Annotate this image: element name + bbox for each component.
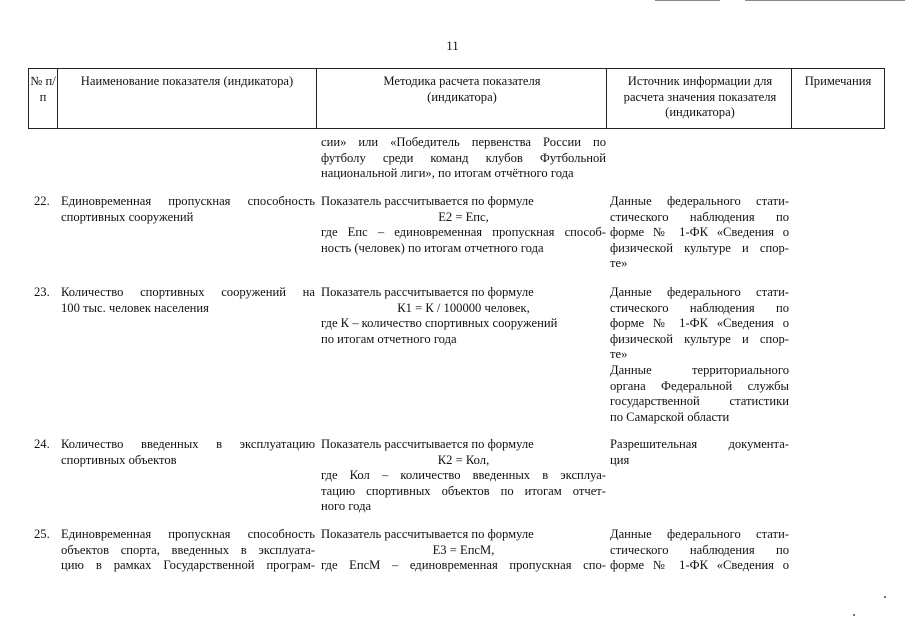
formula: К2 = Кол, [437, 452, 490, 467]
continuation-text [321, 135, 606, 182]
row-number: 25. [34, 527, 50, 541]
indicator-name: Количество введенных в эксплуатацию спортивных объектов [61, 437, 315, 467]
method-text: Показатель рассчитывается по формуле К1 = К / 100000 человек, где К – количество спортивных сооружений по итогам отчетного года [321, 285, 606, 347]
scan-speck [884, 596, 886, 598]
source-text: Данные федерального стати- стического наблюдения по форме № 1-ФК «Сведения о физической культуре и спор- те» Данные территориального органа Федеральной службы государственной статистики по Самарской области [610, 285, 789, 424]
scan-edge-line [745, 0, 905, 1]
page-number: 11 [446, 38, 459, 53]
method-text: Показатель рассчитывается по формуле К2 = Кол, где Кол – количество введенных в эксплуа- тацию спортивных объектов по итогам отчет- ного года [321, 437, 606, 514]
formula: Е3 = ЕпсМ, [432, 542, 495, 557]
source-text: Данные федерального стати- стического наблюдения по форме № 1-ФК «Сведения о физической культуре и спор- те» [610, 194, 789, 271]
scan-edge-line [655, 0, 720, 1]
source-text: Данные федерального стати- стического наблюдения по форме № 1-ФК «Сведения о [610, 527, 789, 573]
header-num: № п/п [30, 74, 56, 104]
indicator-name: Единовременная пропускная способность объектов спорта, введенных в эксплуата- цию в рамках Государственной програм- [61, 527, 315, 573]
formula: Е2 = Епс, [438, 209, 489, 224]
continuation-line: сии» или «Победитель первенства России по [321, 135, 606, 149]
source-text: Разрешительная документа- ция [610, 437, 789, 467]
method-text: Показатель рассчитывается по формуле Е3 = ЕпсМ, где ЕпсМ – единовременная пропускная спо- [321, 527, 606, 573]
header-method: Методика расчета показателя (индикатора) [383, 74, 541, 104]
header-name: Наименование показателя (индикатора) [80, 74, 294, 88]
row-number: 22. [34, 194, 50, 208]
row-number: 24. [34, 437, 50, 451]
continuation-line: футболу среди команд клубов Футбольной [321, 150, 606, 165]
header-notes: Примечания [804, 74, 872, 88]
row-number: 23. [34, 285, 50, 299]
header-source: Источник информации для расчета значения показателя (индикатора) [623, 74, 777, 120]
scan-speck [853, 614, 855, 616]
continuation-line: национальной лиги», по итогам отчётного года [321, 166, 574, 181]
indicator-name: Количество спортивных сооружений на 100 тыс. человек населения [61, 285, 315, 315]
formula: К1 = К / 100000 человек, [397, 300, 530, 315]
indicator-name: Единовременная пропускная способность спортивных сооружений [61, 194, 315, 224]
method-text: Показатель рассчитывается по формуле Е2 = Епс, где Епс – единовременная пропускная способ- ность (человек) по итогам отчетного года [321, 194, 606, 255]
